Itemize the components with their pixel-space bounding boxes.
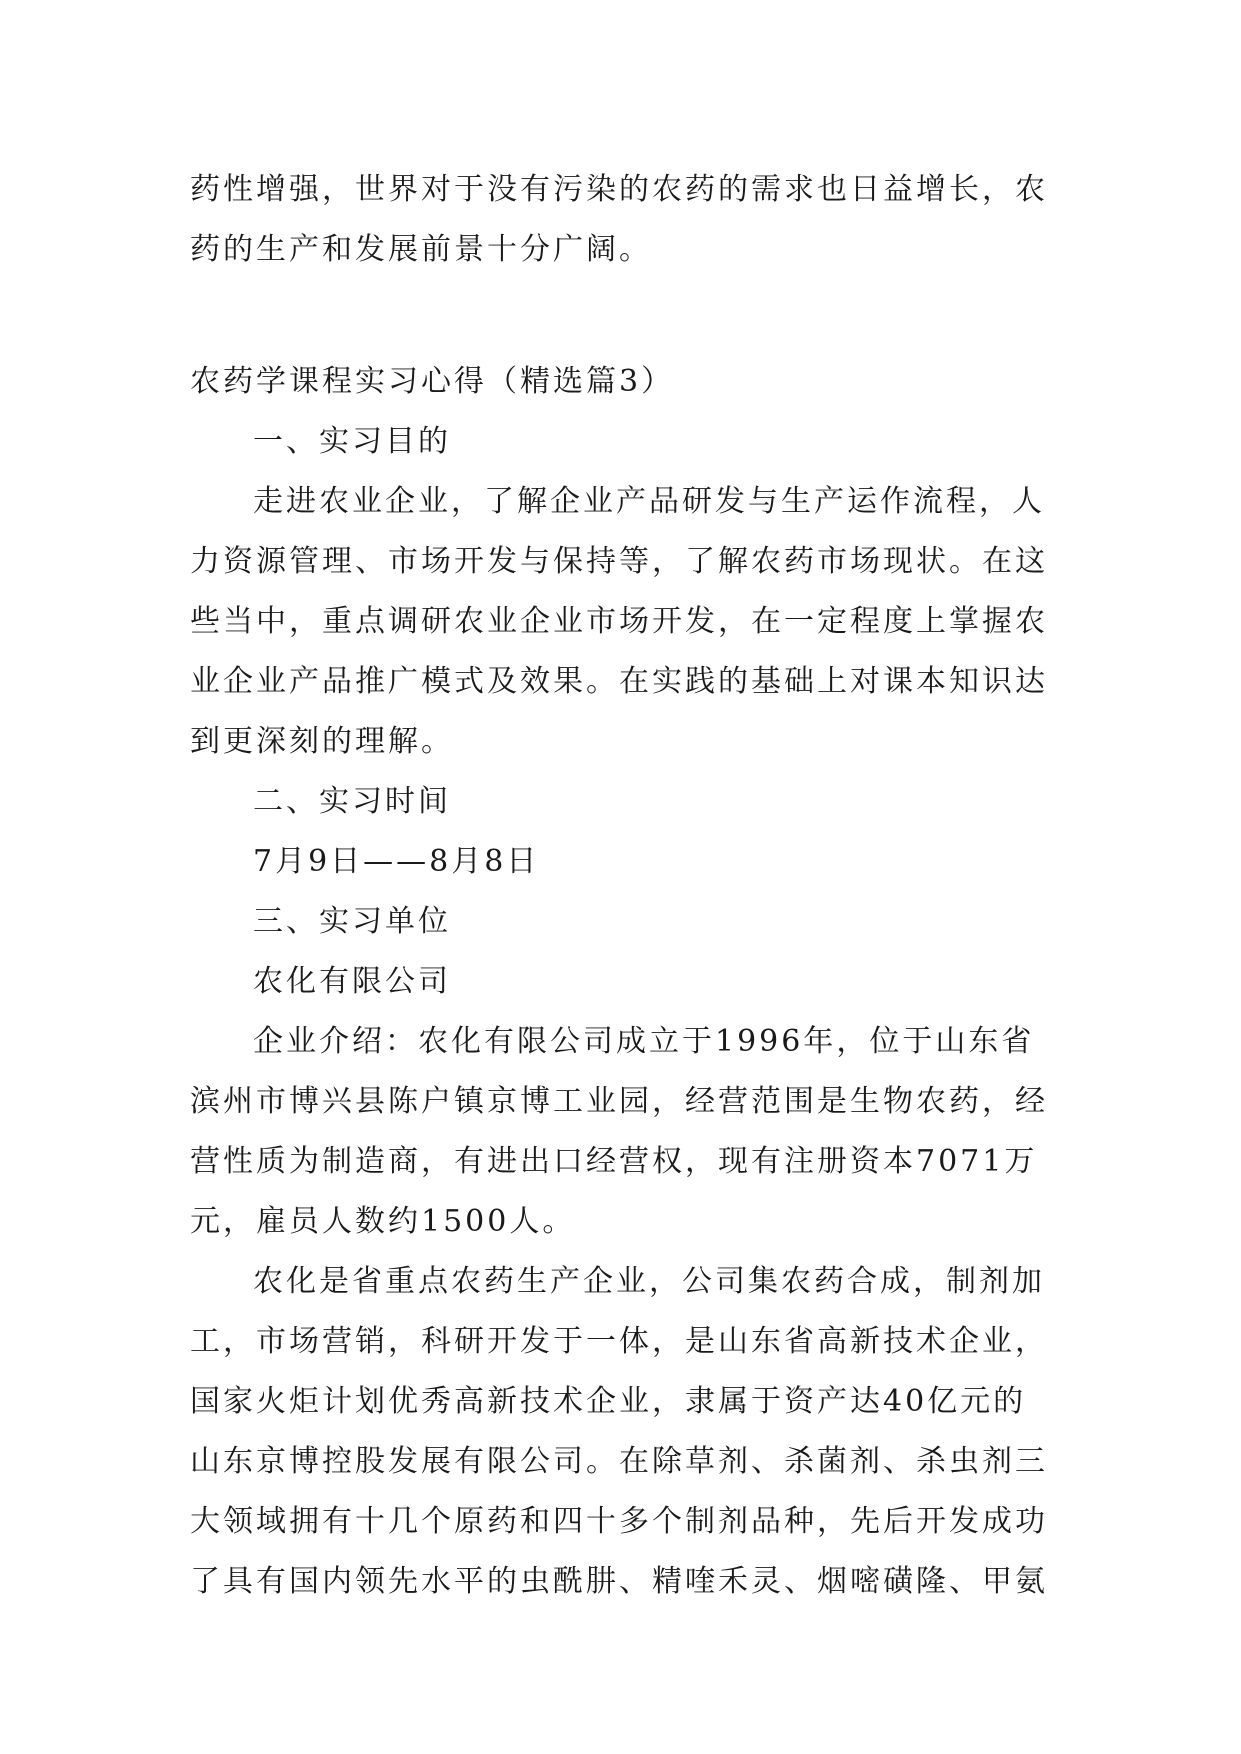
heading-time: 二、实习时间 — [253, 784, 451, 819]
paragraph-line: 业企业产品推广模式及效果。在实践的基础上对课本知识达 — [190, 664, 1048, 699]
paragraph-line: 工，市场营销，科研开发于一体，是山东省高新技术企业， — [190, 1324, 1048, 1359]
paragraph-line: 企业介绍：农化有限公司成立于1996年，位于山东省 — [253, 1024, 1035, 1059]
paragraph-line: 走进农业企业，了解企业产品研发与生产运作流程，人 — [253, 484, 1045, 519]
section-gap — [190, 280, 1050, 352]
unit-value: 农化有限公司 — [253, 964, 451, 999]
paragraph-line: 了具有国内领先水平的虫酰肼、精喹禾灵、烟嘧磺隆、甲氨 — [190, 1564, 1048, 1599]
paragraph-line: 元，雇员人数约1500人。 — [190, 1204, 576, 1239]
paragraph-line: 山东京博控股发展有限公司。在除草剂、杀菌剂、杀虫剂三 — [190, 1444, 1048, 1479]
heading-purpose: 一、实习目的 — [253, 424, 451, 459]
paragraph-line: 营性质为制造商，有进出口经营权，现有注册资本7071万 — [190, 1144, 1038, 1179]
document-page — [190, 160, 1050, 1612]
paragraph-line: 大领域拥有十几个原药和四十多个制剂品种，先后开发成功 — [190, 1504, 1048, 1539]
paragraph-line: 药的生产和发展前景十分广阔。 — [190, 232, 652, 267]
paragraph-line: 些当中，重点调研农业企业市场开发，在一定程度上掌握农 — [190, 604, 1048, 639]
heading-unit: 三、实习单位 — [253, 904, 451, 939]
paragraph-line: 到更深刻的理解。 — [190, 724, 454, 759]
paragraph-line: 国家火炬计划优秀高新技术企业，隶属于资产达40亿元的 — [190, 1384, 1027, 1419]
paragraph-line: 滨州市博兴县陈户镇京博工业园，经营范围是生物农药，经 — [190, 1084, 1048, 1119]
time-value: 7月9日——8月8日 — [253, 844, 540, 879]
section-title: 农药学课程实习心得（精选篇3） — [190, 364, 675, 399]
paragraph-line: 农化是省重点农药生产企业，公司集农药合成，制剂加 — [253, 1264, 1045, 1299]
paragraph-line: 力资源管理、市场开发与保持等，了解农药市场现状。在这 — [190, 544, 1048, 579]
paragraph-line: 药性增强，世界对于没有污染的农药的需求也日益增长，农 — [190, 172, 1048, 207]
